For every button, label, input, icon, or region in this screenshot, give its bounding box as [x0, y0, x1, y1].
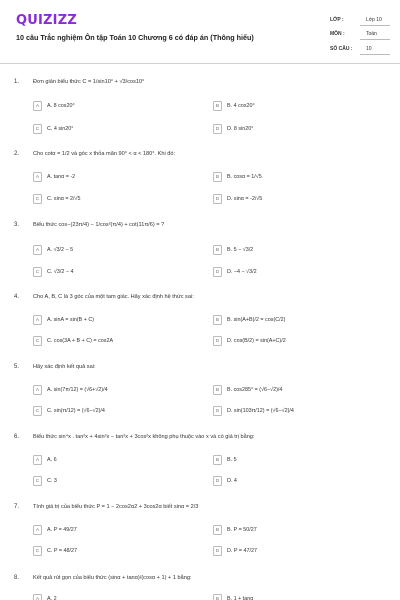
option-letter-box: A: [33, 455, 42, 465]
option-letter-box: A: [33, 594, 42, 600]
option-text: A. 2: [47, 596, 57, 600]
page-title: 10 câu Trắc nghiệm Ôn tập Toán 10 Chương 6 có đáp án (Thông hiểu): [16, 33, 254, 42]
option-text: D. P = 47/27: [227, 548, 258, 554]
option-d[interactable]: [213, 546, 373, 558]
option-text: C. √3/2 − 4: [47, 269, 74, 275]
question-text: Hãy xác định kết quả sai:: [33, 364, 96, 370]
option-letter-box: C: [33, 267, 42, 277]
option-a[interactable]: [33, 385, 193, 397]
option-text: B. P = 50/27: [227, 527, 257, 533]
option-text: D. 8 sin20°: [227, 126, 254, 132]
option-a[interactable]: [33, 525, 193, 537]
option-d[interactable]: [213, 336, 373, 348]
option-d[interactable]: [213, 406, 373, 418]
subject-value: Toán: [366, 31, 377, 37]
option-letter-box: A: [33, 385, 42, 395]
option-b[interactable]: [213, 245, 373, 257]
option-letter-box: D: [213, 406, 222, 416]
option-letter-box: B: [213, 455, 222, 465]
option-text: B. cosα = 1/√5: [227, 174, 262, 180]
option-text: B. 5 − √3/2: [227, 247, 254, 253]
option-text: A. tanα = -2: [47, 174, 76, 180]
question-count-value: 10: [366, 46, 372, 52]
question-text: Đơn giản biểu thức C = 1/sin10° + √3/cos10°: [33, 79, 145, 85]
question-number: 8.: [14, 575, 20, 581]
option-letter-box: C: [33, 124, 42, 134]
question-number: 2.: [14, 151, 20, 157]
option-c[interactable]: [33, 194, 193, 206]
option-text: A. √3/2 − 5: [47, 247, 74, 253]
option-text: C. cos(3A + B + C) = cos2A: [47, 338, 114, 344]
option-c[interactable]: [33, 476, 193, 488]
option-letter-box: C: [33, 406, 42, 416]
option-letter-box: A: [33, 525, 42, 535]
option-c[interactable]: [33, 406, 193, 418]
option-a[interactable]: [33, 245, 193, 257]
question-count-label: SỐ CÂU :: [330, 46, 353, 52]
option-a[interactable]: [33, 101, 193, 113]
option-letter-box: C: [33, 336, 42, 346]
option-b[interactable]: [213, 315, 373, 327]
question-number: 6.: [14, 434, 20, 440]
option-a[interactable]: [33, 172, 193, 184]
option-text: A. sin(7π/12) = (√6+√2)/4: [47, 387, 108, 393]
option-letter-box: A: [33, 315, 42, 325]
question-text: Biểu thức sin⁴x . tan²x + 4sin²x − tan²x + 3cos²x không phụ thuộc vào x và có giá trị bằng:: [33, 434, 255, 440]
class-underline: [360, 25, 390, 26]
question-text: Cho A, B, C là 3 góc của một tam giác. Hãy xác định hệ thức sai:: [33, 294, 194, 300]
option-text: C. 3: [47, 478, 57, 484]
option-text: C. P = 48/27: [47, 548, 78, 554]
option-text: D. sinα = -2/√5: [227, 196, 263, 202]
question-text: Biểu thức cos−(23π/4) − 1/cos²(π/4) + cot(11π/6) = ?: [33, 222, 165, 228]
option-letter-box: B: [213, 315, 222, 325]
option-text: D. −4 − √3/2: [227, 269, 257, 275]
option-text: D. 4: [227, 478, 237, 484]
option-d[interactable]: [213, 267, 373, 279]
question-text: Kết quả rút gọn của biểu thức (sinα + tanα)/(cosα + 1) + 1 bằng:: [33, 575, 192, 581]
option-letter-box: D: [213, 476, 222, 486]
option-text: D. sin(103π/12) = (√6−√2)/4: [227, 408, 294, 414]
option-letter-box: B: [213, 594, 222, 600]
option-text: A. 6: [47, 457, 57, 463]
option-letter-box: A: [33, 245, 42, 255]
option-a[interactable]: [33, 594, 193, 600]
subject-underline: [360, 39, 390, 40]
question-number: 1.: [14, 79, 20, 85]
option-letter-box: B: [213, 101, 222, 111]
option-letter-box: B: [213, 385, 222, 395]
option-letter-box: B: [213, 525, 222, 535]
option-letter-box: D: [213, 124, 222, 134]
subject-label: MÔN :: [330, 31, 345, 37]
option-letter-box: A: [33, 172, 42, 182]
option-letter-box: B: [213, 245, 222, 255]
option-c[interactable]: [33, 546, 193, 558]
quizizz-logo: QUIZIZZ: [16, 13, 77, 28]
option-text: B. cos285° = (√6−√2)/4: [227, 387, 283, 393]
option-letter-box: D: [213, 336, 222, 346]
option-d[interactable]: [213, 124, 373, 136]
option-text: D. cos(B/2) = sin(A+C)/2: [227, 338, 286, 344]
option-letter-box: B: [213, 172, 222, 182]
option-letter-box: C: [33, 194, 42, 204]
option-b[interactable]: [213, 172, 373, 184]
question-text: Tính giá trị của biểu thức P = 1 − 2cos2α2 + 3cos2α biết sinα = 2/3: [33, 504, 199, 510]
option-text: A. sinA = sin(B + C): [47, 317, 95, 323]
option-b[interactable]: [213, 525, 373, 537]
question-text: Cho cotα = 1/2 và góc x thỏa mãn 90° < α < 180°. Khi đó:: [33, 151, 176, 157]
option-letter-box: D: [213, 194, 222, 204]
class-label: LỚP :: [330, 17, 344, 23]
option-d[interactable]: [213, 476, 373, 488]
option-text: B. 1 + tanα: [227, 596, 254, 600]
option-b[interactable]: [213, 594, 373, 600]
question-number: 4.: [14, 294, 20, 300]
header-divider: [0, 63, 400, 64]
option-letter-box: C: [33, 476, 42, 486]
option-letter-box: C: [33, 546, 42, 556]
option-text: C. sin(π/12) = (√6−√2)/4: [47, 408, 105, 414]
option-a[interactable]: [33, 455, 193, 467]
option-letter-box: D: [213, 267, 222, 277]
option-b[interactable]: [213, 455, 373, 467]
option-b[interactable]: [213, 101, 373, 113]
option-c[interactable]: [33, 267, 193, 279]
option-letter-box: A: [33, 101, 42, 111]
option-d[interactable]: [213, 194, 373, 206]
option-text: B. sin(A+B)/2 = cos(C/2): [227, 317, 286, 323]
option-text: A. 8 cos20°: [47, 103, 75, 109]
option-a[interactable]: [33, 315, 193, 327]
class-value: Lớp 10: [366, 17, 382, 23]
option-b[interactable]: [213, 385, 373, 397]
option-text: B. 4 cos20°: [227, 103, 255, 109]
page-header: [0, 0, 400, 62]
option-c[interactable]: [33, 124, 193, 136]
question-number: 7.: [14, 504, 20, 510]
option-letter-box: D: [213, 546, 222, 556]
option-text: C. 4 sin20°: [47, 126, 74, 132]
option-text: C. sinα = 2/√5: [47, 196, 81, 202]
option-text: B. 5: [227, 457, 237, 463]
option-c[interactable]: [33, 336, 193, 348]
count-underline: [360, 54, 390, 55]
option-text: A. P = 49/27: [47, 527, 77, 533]
question-number: 3.: [14, 222, 20, 228]
question-number: 5.: [14, 364, 20, 370]
